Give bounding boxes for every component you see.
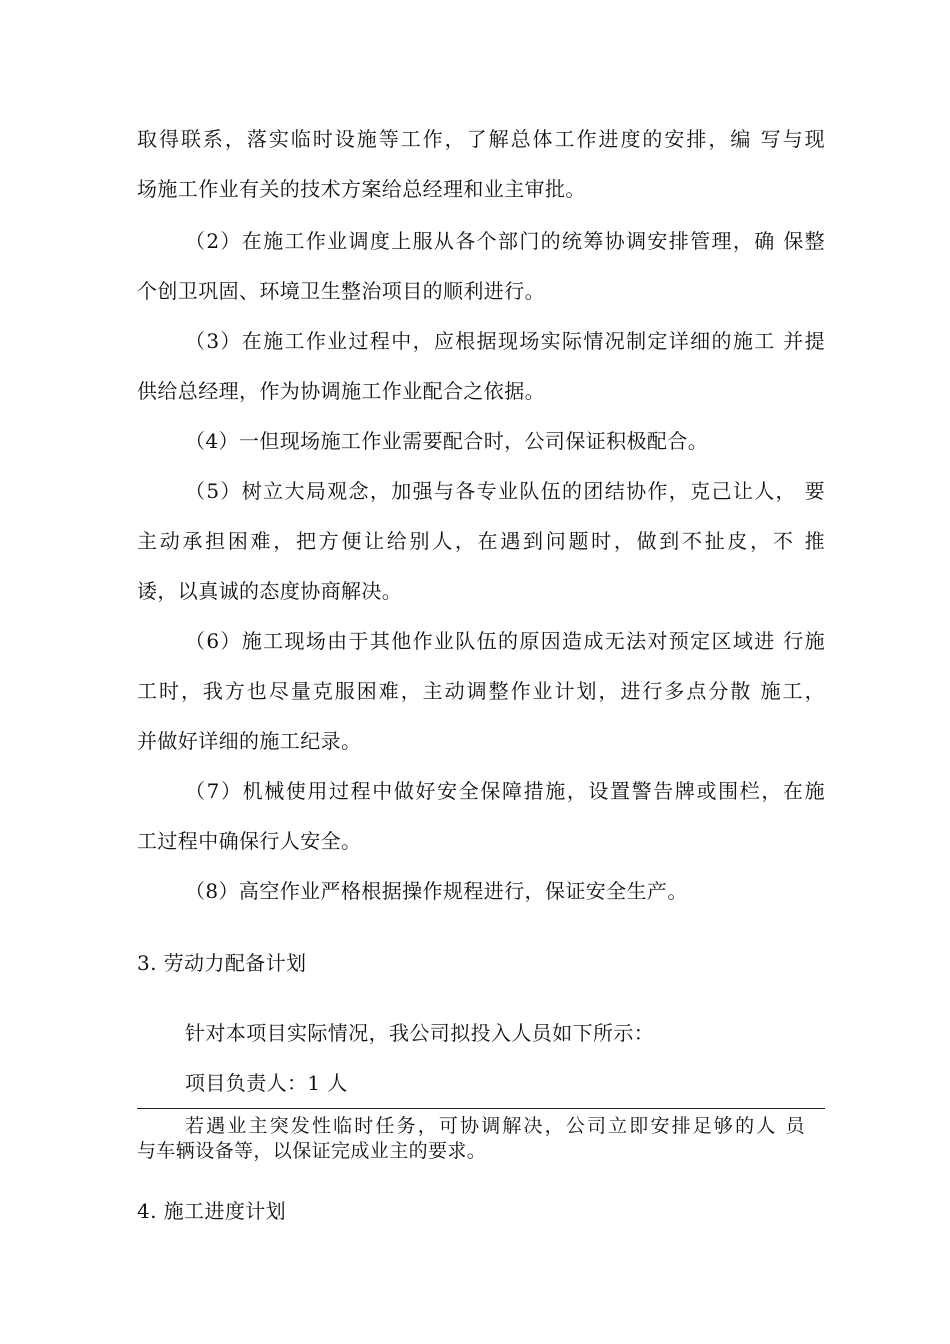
- paragraph-line: 工过程中确保行人安全。: [137, 829, 362, 853]
- paragraph-line: （7）机械使用过程中做好安全保障措施，设置警告牌或围栏，在施: [185, 779, 825, 803]
- paragraph-line: 工时，我方也尽量克服困难，主动调整作业计划，进行多点分散 施工，: [137, 679, 825, 703]
- paragraph-line: 针对本项目实际情况，我公司拟投入人员如下所示：: [185, 1021, 655, 1045]
- paragraph-line: 项目负责人：1 人: [185, 1071, 348, 1095]
- paragraph-line: 供给总经理，作为协调施工作业配合之依据。: [137, 379, 545, 403]
- paragraph-line: （2）在施工作业调度上服从各个部门的统筹协调安排管理，确 保整: [185, 229, 825, 253]
- paragraph-line: 若遇业主突发性临时任务，可协调解决，公司立即安排足够的人 员: [185, 1115, 805, 1137]
- paragraph-line: 个创卫巩固、环境卫生整治项目的顺利进行。: [137, 279, 545, 303]
- paragraph-line: 主动承担困难，把方便让给别人，在遇到问题时，做到不扯皮，不 推: [137, 529, 825, 553]
- paragraph-line: （8）高空作业严格根据操作规程进行，保证安全生产。: [185, 879, 688, 903]
- paragraph-line: （3）在施工作业过程中，应根据现场实际情况制定详细的施工 并提: [185, 329, 825, 353]
- section-heading: 3. 劳动力配备计划: [137, 951, 307, 975]
- horizontal-rule: [137, 1108, 825, 1109]
- paragraph-line: 并做好详细的施工纪录。: [137, 729, 362, 753]
- section-heading: 4. 施工进度计划: [137, 1199, 287, 1223]
- paragraph-line: （5）树立大局观念，加强与各专业队伍的团结协作，克己让人， 要: [185, 479, 825, 503]
- paragraph-line: （4）一但现场施工作业需要配合时，公司保证积极配合。: [185, 429, 709, 453]
- paragraph-line: 场施工作业有关的技术方案给总经理和业主审批。: [137, 177, 586, 201]
- paragraph-line: 诿，以真诚的态度协商解决。: [137, 579, 403, 603]
- paragraph-line: 与车辆设备等，以保证完成业主的要求。: [137, 1140, 487, 1162]
- paragraph-line: 取得联系，落实临时设施等工作，了解总体工作进度的安排，编 写与现: [137, 127, 825, 151]
- paragraph-line: （6）施工现场由于其他作业队伍的原因造成无法对预定区域进 行施: [185, 629, 825, 653]
